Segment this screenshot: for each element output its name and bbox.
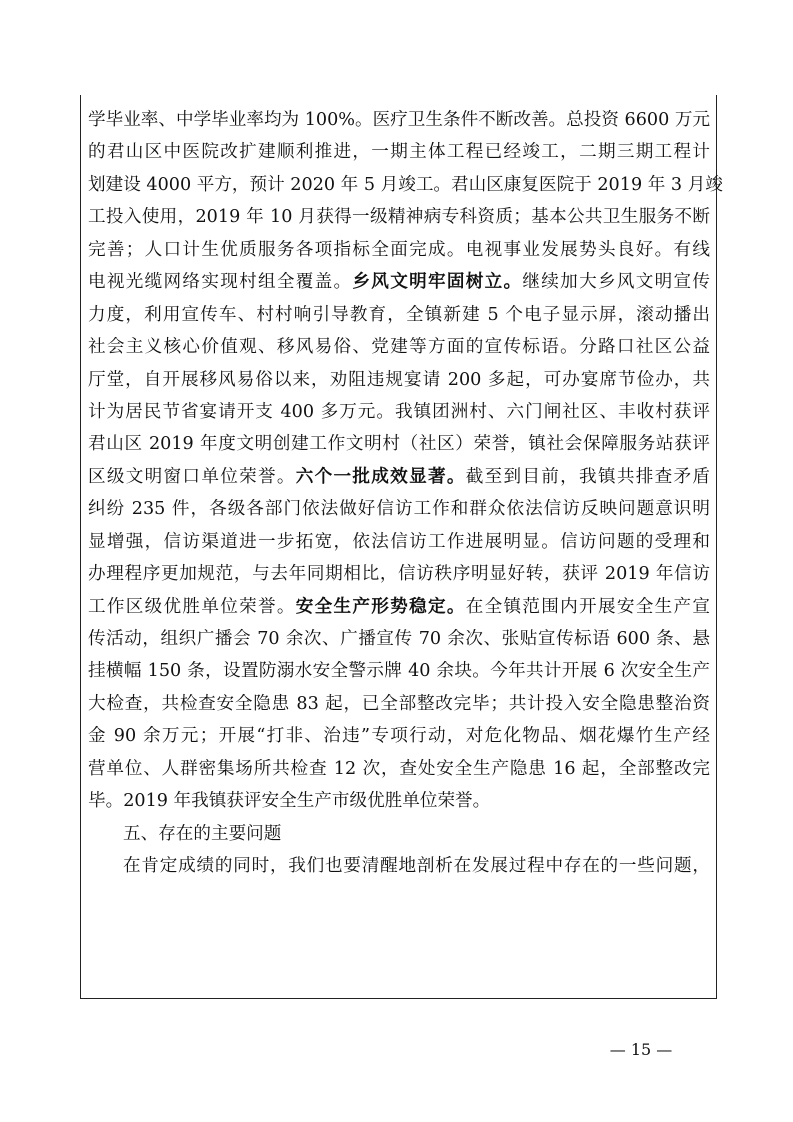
paragraph-line: 完善；人口计生优质服务各项指标全面完成。电视事业发展势头良好。有线 <box>88 239 710 260</box>
paragraph-line: 毕。2019 年我镇获评安全生产市级优胜单位荣誉。 <box>88 791 491 812</box>
paragraph-line: 纠纷 235 件，各级各部门依法做好信访工作和群众依法信访反映问题意识明 <box>88 499 710 520</box>
paragraph-line: 君山区 2019 年度文明创建工作文明村（社区）荣誉，镇社会保障服务站获评 <box>88 434 710 455</box>
paragraph-line: 的君山区中医院改扩建顺利推进，一期主体工程已经竣工，二期三期工程计 <box>88 142 710 163</box>
paragraph-line: 社会主义核心价值观、移风易俗、党建等方面的宣传标语。分路口社区公益 <box>88 337 710 358</box>
paragraph-line: 大检查，共检查安全隐患 83 起，已全部整改完毕；共计投入安全隐患整治资 <box>88 693 710 714</box>
paragraph-line: 学毕业率、中学毕业率均为 100%。医疗卫生条件不断改善。总投资 6600 万元 <box>88 110 711 130</box>
bold-subheading: 安全生产形势稳定。 <box>295 595 466 617</box>
paragraph-line: 营单位、人群密集场所共检查 12 次，查处安全生产隐患 16 起，全部整改完 <box>88 758 710 779</box>
bold-subheading: 乡风文明牢固树立。 <box>352 271 523 293</box>
paragraph-line: 划建设 4000 平方，预计 2020 年 5 月竣工。君山区康复医院于 2019 年 3 月竣 <box>88 174 723 195</box>
line-text: 区级文明窗口单位荣誉。 <box>88 466 296 487</box>
paragraph-line: 计为居民节省宴请开支 400 多万元。我镇团洲村、六门闸社区、丰收村获评 <box>88 401 710 422</box>
bold-subheading: 六个一批成效显著。 <box>295 465 466 487</box>
line-text: 在全镇范围内开展安全生产宣 <box>465 596 710 617</box>
line-text: 工作区级优胜单位荣誉。 <box>88 596 296 617</box>
paragraph-line <box>88 591 710 623</box>
paragraph-line <box>88 266 710 298</box>
section-heading: 五、存在的主要问题 <box>123 823 282 844</box>
paragraph-line: 传活动，组织广播会 70 余次、广播宣传 70 余次、张贴宣传标语 600 条、悬 <box>88 629 710 649</box>
document-body <box>88 104 723 883</box>
paragraph-line: 工投入使用，2019 年 10 月获得一级精神病专科资质；基本公共卫生服务不断 <box>88 207 710 228</box>
paragraph-line: 金 90 余万元；开展“打非、治违”专项行动，对危化物品、烟花爆竹生产经 <box>88 726 710 747</box>
paragraph-line: 在肯定成绩的同时，我们也要清醒地剖析在发展过程中存在的一些问题， <box>123 856 710 877</box>
paragraph-line <box>88 461 710 493</box>
line-text: 继续加大乡风文明宣传 <box>522 272 710 293</box>
page-number: — 15 — <box>609 1040 673 1059</box>
paragraph-line: 挂横幅 150 条，设置防溺水安全警示牌 40 余块。今年共计开展 6 次安全生产 <box>88 661 710 682</box>
paragraph-line: 力度，利用宣传车、村村响引导教育，全镇新建 5 个电子显示屏，滚动播出 <box>88 304 710 325</box>
paragraph-line: 厅堂，自开展移风易俗以来，劝阻违规宴请 200 多起，可办宴席节俭办，共 <box>88 369 710 390</box>
paragraph-line: 显增强，信访渠道进一步拓宽，依法信访工作进展明显。信访问题的受理和 <box>88 531 710 552</box>
paragraph-line: 办理程序更加规范，与去年同期相比，信访秩序明显好转，获评 2019 年信访 <box>88 564 710 585</box>
line-text: 截至到目前，我镇共排查矛盾 <box>465 466 710 487</box>
line-text: 电视光缆网络实现村组全覆盖。 <box>88 272 353 293</box>
